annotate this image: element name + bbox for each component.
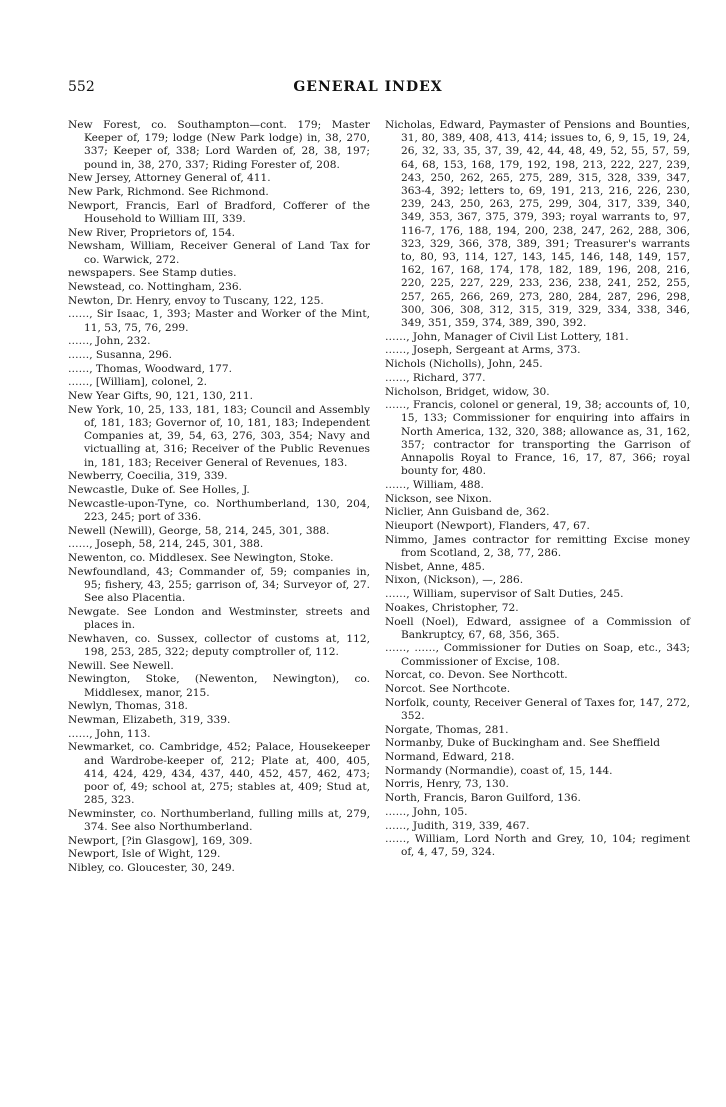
index-entry: Newmarket, co. Cambridge, 452; Palace, Housekeeper and Wardrobe-keeper of, 212; Plate at, 400, 405, 414, 424, 429, 434, 437, 440, 452, 457, 462, 473; poor of, 49; school at, 275; stables at, 409; Stud at, 285, 323.: [68, 741, 370, 807]
index-entry: Nicholas, Edward, Paymaster of Pensions and Bounties, 31, 80, 389, 408, 413, 414; issues to, 6, 9, 15, 19, 24, 26, 32, 33, 35, 37, 39, 42, 44, 48, 49, 52, 55, 57, 59, 64, 68, 153, 168, 179, 192, 198, 213, 222, 227, 239, 243, 250, 262, 265, 275, 289, 315, 328, 339, 347, 363-4, 392; letters to, 69, 191, 213, 216, 226, 230, 239, 243, 250, 263, 275, 299, 304, 317, 339, 340, 349, 353, 367, 375, 379, 393; royal warrants to, 97, 116-7, 176, 188, 194, 200, 238, 247, 262, 288, 306, 323, 329, 366, 378, 389, 391; Treasurer's warrants to, 80, 93, 114, 127, 143, 145, 146, 148, 149, 157, 162, 167, 168, 174, 178, 182, 189, 196, 208, 216, 220, 225, 227, 229, 233, 236, 238, 241, 252, 255, 257, 265, 266, 269, 273, 280, 284, 287, 296, 298, 300, 306, 308, 312, 315, 319, 329, 334, 338, 346, 349, 351, 359, 374, 389, 390, 392.: [385, 119, 690, 330]
index-entry: Newenton, co. Middlesex. See Newington, Stoke.: [68, 552, 334, 564]
index-entry: North, Francis, Baron Guilford, 136.: [385, 792, 581, 805]
page-number: 552: [68, 79, 95, 95]
index-entry: Normand, Edward, 218.: [385, 751, 515, 764]
index-entry: Norgate, Thomas, 281.: [385, 723, 509, 736]
index-entry: ……, Joseph, Sergeant at Arms, 373.: [385, 344, 581, 357]
index-entry: Newhaven, co. Sussex, collector of customs at, 112, 198, 253, 285, 322; deputy comptroller of, 112.: [68, 632, 370, 658]
index-entry: ……, Richard, 377.: [385, 371, 486, 384]
index-entry: Newport, [?in Glasgow], 169, 309.: [68, 834, 253, 847]
index-entry: ……, Judith, 319, 339, 467.: [385, 819, 530, 832]
index-entry: Newport, Isle of Wight, 129.: [68, 848, 221, 861]
index-entry: Newington, Stoke, (Newenton, Newington), co. Middlesex, manor, 215.: [68, 673, 370, 699]
index-entry: New York, 10, 25, 133, 181, 183; Council and Assembly of, 181, 183; Governor of, 10, 181, 183; Independent Companies at, 39, 54, 63, 276, 303, 354; Navy and victualling at, 316; Receiver of the Public Revenues in, 181, 183; Receiver General of Revenues, 183.: [68, 403, 370, 469]
index-entry: ……, Susanna, 296.: [68, 348, 173, 361]
index-entry: ……, Thomas, Woodward, 177.: [68, 362, 232, 375]
index-entry: Newstead, co. Nottingham, 236.: [68, 280, 242, 293]
index-entry: Nisbet, Anne, 485.: [385, 560, 486, 573]
index-entry: ……, [William], colonel, 2.: [68, 376, 207, 389]
index-entry: Newill. See Newell.: [68, 659, 174, 672]
index-entry: New Park, Richmond. See Richmond.: [68, 186, 269, 199]
index-entry: New Jersey, Attorney General of, 411.: [68, 172, 271, 185]
index-entry: Nickson, see Nixon.: [385, 492, 492, 505]
index-entry: Norfolk, county, Receiver General of Taxes for, 147, 272, 352.: [385, 696, 690, 722]
index-entry: ……, William, Lord North and Grey, 10, 104; regiment of, 4, 47, 59, 324.: [385, 833, 690, 859]
index-entry: New Forest, co. Southampton—cont. 179; Master Keeper of, 179; lodge (New Park lodge) in, 38, 270, 337; Keeper of, 338; Lord Warden of, 28, 38, 197; pound in, 38, 270, 337; Riding Forester of, 208.: [68, 119, 370, 171]
index-entry: Nieuport (Newport), Flanders, 47, 67.: [385, 520, 590, 533]
index-entry: Nibley, co. Gloucester, 30, 249.: [68, 862, 235, 875]
index-entry: Nixon, (Nickson), —, 286.: [385, 574, 524, 587]
index-entry: Noakes, Christopher, 72.: [385, 601, 519, 614]
index-entry: ……, Francis, colonel or general, 19, 38; accounts of, 10, 15, 133; Commissioner for enquiring into affairs in North America, 132, 320, 388; allowance as, 31, 162, 357; contractor for transporting the Garrison of Annapolis Royal to France, 16, 17, 87, 366; royal bounty for, 480.: [385, 399, 690, 478]
index-entry: Nichols (Nicholls), John, 245.: [385, 358, 543, 371]
index-entry: New River, Proprietors of, 154.: [68, 226, 236, 239]
index-entry: Newminster, co. Northumberland, fulling mills at, 279, 374. See also Northumberland.: [68, 807, 370, 834]
index-entry: newspapers. See Stamp duties.: [68, 267, 237, 280]
index-entry: Normandy (Normandie), coast of, 15, 144.: [385, 764, 613, 777]
page-title: GENERAL INDEX: [293, 79, 443, 95]
index-entry: Newberry, Coecilia, 319, 339.: [68, 470, 228, 483]
index-entry: Newgate. See London and Westminster, streets and places in.: [68, 605, 370, 632]
index-entry: Nicholson, Bridget, widow, 30.: [385, 385, 550, 398]
index-entry: Nimmo, James contractor for remitting Excise money from Scotland, 2, 38, 77, 286.: [385, 533, 690, 559]
index-entry: ……, William, 488.: [385, 478, 484, 491]
index-entry: Newfoundland, 43; Commander of, 59; companies in, 95; fishery, 43, 255; garrison of, 34; Surveyor of, 27. See also Placentia.: [68, 565, 370, 605]
index-entry: Newport, Francis, Earl of Bradford, Cofferer of the Household to William III, 339.: [68, 199, 370, 225]
index-entry: ……, ……, Commissioner for Duties on Soap, etc., 343; Commissioner of Excise, 108.: [385, 642, 690, 668]
index-entry: ……, John, 105.: [385, 805, 468, 818]
index-entry: Noell (Noel), Edward, assignee of a Commission of Bankruptcy, 67, 68, 356, 365.: [385, 615, 690, 641]
index-entry: ……, William, supervisor of Salt Duties, 245.: [385, 588, 624, 601]
index-column-left: [68, 119, 370, 876]
index-entry: ……, John, 232.: [68, 335, 151, 348]
index-entry: Norcot. See Northcote.: [385, 683, 511, 696]
index-column-right: [385, 119, 690, 860]
index-entry: Normanby, Duke of Buckingham and. See Sheffield: [385, 737, 661, 750]
index-entry: ……, Sir Isaac, 1, 393; Master and Worker of the Mint, 11, 53, 75, 76, 299.: [68, 308, 370, 334]
index-entry: ……, Joseph, 58, 214, 245, 301, 388.: [68, 538, 264, 551]
index-entry: Niclier, Ann Guisband de, 362.: [385, 506, 550, 519]
index-entry: Newcastle, Duke of. See Holles, J.: [68, 483, 250, 496]
index-entry: Newton, Dr. Henry, envoy to Tuscany, 122, 125.: [68, 294, 324, 307]
index-entry: ……, John, Manager of Civil List Lottery, 181.: [385, 330, 629, 343]
index-entry: Newcastle-upon-Tyne, co. Northumberland, 130, 204, 223, 245; port of 336.: [68, 497, 370, 523]
index-entry: Newlyn, Thomas, 318.: [68, 700, 188, 713]
index-entry: ……, John, 113.: [68, 727, 151, 740]
index-entry: Newell (Newill), George, 58, 214, 245, 301, 388.: [68, 524, 330, 537]
page-header: [68, 79, 668, 101]
index-entry: Newman, Elizabeth, 319, 339.: [68, 713, 231, 726]
index-entry: New Year Gifts, 90, 121, 130, 211.: [68, 390, 253, 403]
index-entry: Newsham, William, Receiver General of Land Tax for co. Warwick, 272.: [68, 240, 370, 266]
index-entry: Norris, Henry, 73, 130.: [385, 778, 509, 791]
index-entry: Norcat, co. Devon. See Northcott.: [385, 669, 568, 682]
